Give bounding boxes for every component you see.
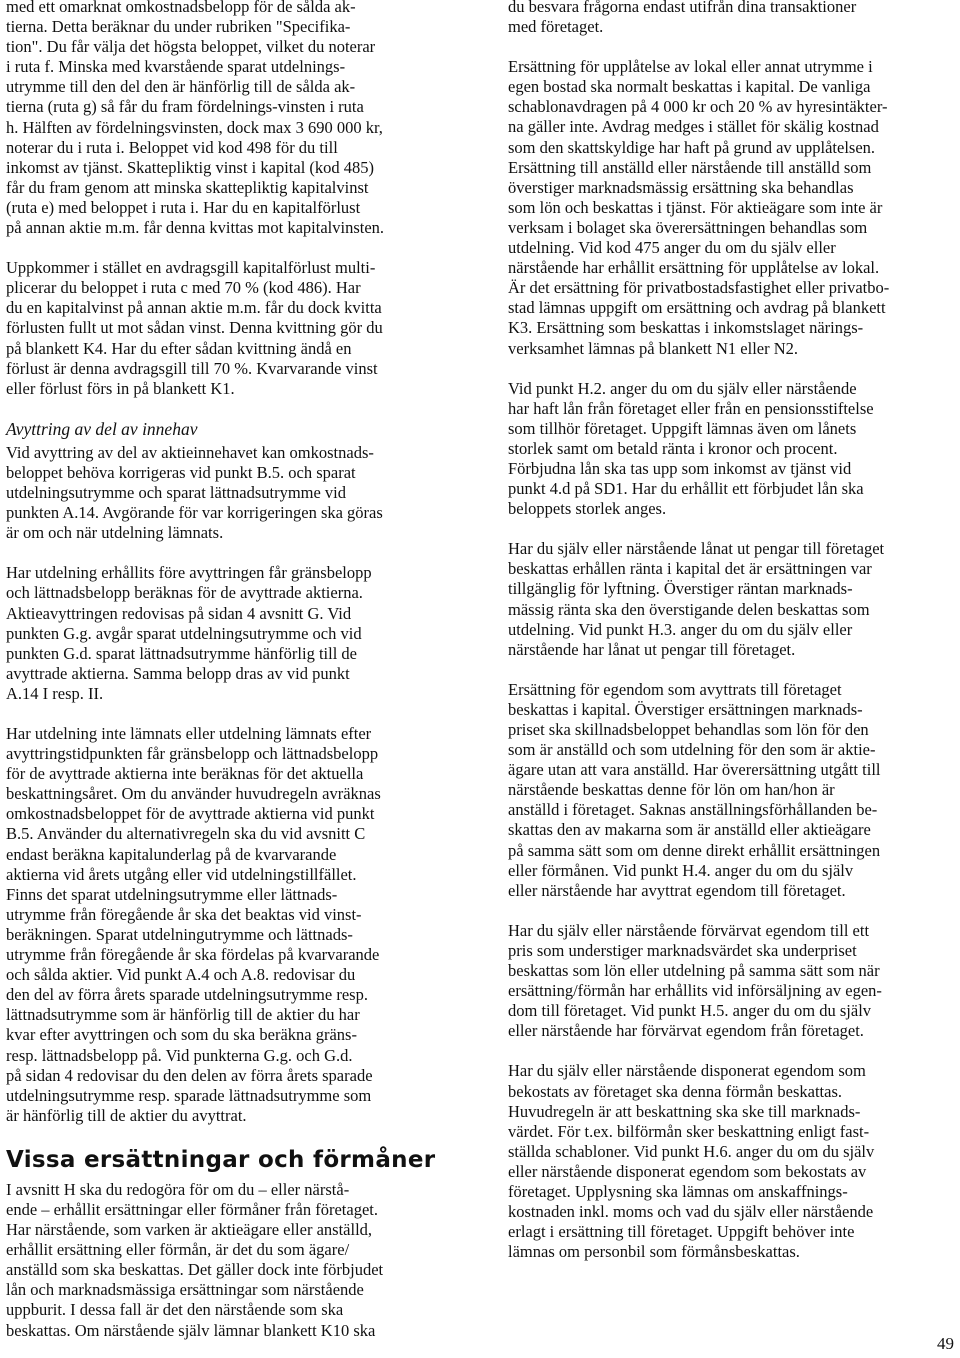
paragraph: Uppkommer i stället en avdragsgill kapitalförlust multi- plicerar du beloppet i ruta c med 70 % (kod 486). Har du en kapitalvinst på annan aktie m.m. får du dock kvitta förlusten fullt ut mot sådan vinst. Denna kvittning gör du på blankett K4. Har du efter sådan kvittning ändå en förlust är denna avdragsgill till 70 %. Kvarvarande vinst eller förlust förs in på blankett K1. [6,258,383,398]
paragraph: I avsnitt H ska du redogöra för om du – eller närstå- ende – erhållit ersättningar eller förmåner från företaget. Har närstående, som varken är aktieägare eller anställd, erhållit ersättning eller förmån, är det du som ägare/ anställd som ska beskattas. Det gäller dock inte förbjudet lån och marknadsmässiga ersättningar som närstående uppburit. I dessa fall är det den närstående som ska beskattas. Om närstående själv lämnar blankett K10 ska [6,1179,384,1340]
paragraph: med ett omarknat omkostnadsbelopp för de sålda ak- tierna. Detta beräknar du under rubriken "Specifika- tion". Du får välja det högsta beloppet, vilket du noterar i ruta f. Minska med kvarstående sparat utdelnings- utrymme till den del den är hänförlig till de sålda ak- tierna (ruta g) så får du fram fördelnings-vinsten i ruta h. Hälften av fördelningsvinsten, dock max 3 690 000 kr, noterar du i ruta i. Beloppet vid kod 498 för du till inkomst av tjänst. Skattepliktig vinst i kapital (kod 485) får du fram genom att minska skattepliktig kapitalvinst (ruta e) med beloppet i ruta i. Har du en kapitalförlust på annan aktie m.m. får denna kvittas mot kapitalvinsten. [6,0,385,238]
paragraph: Ersättning för upplåtelse av lokal eller annat utrymme i egen bostad ska normalt beskattas i kapital. De vanliga schablonavdragen på 4 000 kr och 20 % av hyresintäkter- na gäller inte. Avdrag medges i stället för skälig kostnad som den skattskyldige har haft på grund av upplåtelsen. Ersättning till anställd eller närstående till anställd som överstiger marknadsmässig ersättning ska behandlas som lön och beskattas i tjänst. För aktieägare som inte är verksam i bolaget ska överersättningen behandlas som utdelning. Vid kod 475 anger du om du själv eller närstående har erhållit ersättning för upplåtelse av lokal. Är det ersättning för privatbostadsfastighet eller privatbo- stad lämnas uppgift om ersättning och avdrag på blankett K3. Ersättning som beskattas i inkomstslaget närings- verksamhet lämnas på blankett N1 eller N2. [508,57,890,358]
paragraph: Har du själv eller närstående disponerat egendom som bekostats av företaget ska denna förmån beskattas. Huvudregeln är att beskattning ska ske till marknads- värdet. För t.ex. bilförmån sker beskattning enligt fast- ställda schabloner. Vid punkt H.6. anger du om du själv eller närstående disponerat egendom som bekostats av företaget. Upplysning ska lämnas om anskaffnings- kostnaden inkl. moms och vad du själv eller närstående erlagt i ersättning till företaget. Uppgift behöver inte lämnas om personbil som förmånsbeskattas. [508,1061,875,1262]
paragraph: Vid punkt H.2. anger du om du själv eller närstående har haft lån från företaget eller från en pensionsstiftelse som tillhör företaget. Uppgift lämnas även om lånets storlek samt om betald ränta i kronor och procent. Förbjudna lån ska tas upp som inkomst av tjänst vid punkt 4.d på SD1. Har du erhållit ett förbjudet lån ska beloppets storlek anges. [508,378,874,519]
section-heading: Vissa ersättningar och förmåner [6,1146,436,1173]
page-number: 49 [937,1334,954,1353]
paragraph: Ersättning för egendom som avyttrats till företaget beskattas i kapital. Överstiger ersättningen marknads- priset ska skillnadsbeloppet behandlas som lön för den som är anställd och som utdelning för den som är aktie- ägare utan att vara anställd. Har överersättning utgått till närstående beskattas denne för lön om han/hon är anställd i företaget. Saknas anställningsförhållanden be- skattas den av makarna som är anställd eller aktieägare på samma sätt som om denne direkt erhållit ersättningen eller förmånen. Vid punkt H.4. anger du om du själv eller närstående har avyttrat egendom till företaget. [508,679,881,900]
paragraph: Har utdelning erhållits före avyttringen får gränsbelopp och lättnadsbelopp beräknas för de avyttrade aktierna. Aktieavyttringen redovisas på sidan 4 avsnitt G. Vid punkten G.g. avgår sparat utdelningsutrymme och vid punkten G.d. sparat lättnadsutrymme hänförlig till de avyttrade aktierna. Samma belopp dras av vid punkt A.14 I resp. II. [6,563,372,703]
paragraph: du besvara frågorna endast utifrån dina transaktioner med företaget. [508,0,857,37]
paragraph: Har du själv eller närstående förvärvat egendom till ett pris som understiger marknadsvärdet ska underpriset beskattas som lön eller utdelning på samma sätt som när ersättning/förmån har erhållits vid införsäljning av egen- dom till företaget. Vid punkt H.5. anger du om du själv eller närstående har förvärvat egendom från företaget. [508,920,882,1041]
subheading: Avyttring av del av innehav [6,418,198,439]
paragraph: Vid avyttring av del av aktieinnehavet kan omkostnads- beloppet behöva korrigeras vid punkt B.5. och sparat utdelningsutrymme och sparat lättnadsutrymme vid punkten A.14. Avgörande för var korrigeringen ska göras är om och när utdelning lämnats. [6,442,383,543]
paragraph: Har du själv eller närstående lånat ut pengar till företaget beskattas erhållen ränta i kapital det är ersättningen var tillgänglig för lyftning. Överstiger räntan marknads- mässig ränta ska den överstigande delen beskattas som utdelning. Vid punkt H.3. anger du om du själv eller närstående har lånat ut pengar till företaget. [508,539,885,659]
paragraph: Har utdelning inte lämnats eller utdelning lämnats efter avyttringstidpunkten får gränsbelopp och lättnadsbelopp för de avyttrade aktierna inte beräknas för det aktuella beskattningsåret. Om du använder huvudregeln avräknas omkostnadsbeloppet för de avyttrade aktierna vid punkt B.5. Använder du alternativregeln ska du vid avsnitt C endast beräkna kapitalunderlag på de kvarvarande aktierna vid årets utgång eller vid utdelningstillfället. Finns det sparat utdelningsutrymme eller lättnads- utrymme från föregående år ska det beaktas vid vinst- beräkningen. Sparat utdelningutrymme och lättnads- utrymme från föregående år ska fördelas på kvarvarande och sålda aktier. Vid punkt A.4 och A.8. redovisar du den del av förra årets sparade utdelningsutrymme resp. lättnadsutrymme som är hänförlig till de aktier du har kvar efter avyttringen och som du ska beräkna gräns- resp. lättnadsbelopp på. Vid punkterna G.g. och G.d. på sidan 4 redovisar du den delen av förra årets sparade utdelningsutrymme resp. sparade lättnadsutrymme som är hänförlig till de aktier du avyttrat. [6,724,381,1125]
left-column [6,0,452,1341]
right-column [508,0,954,1262]
